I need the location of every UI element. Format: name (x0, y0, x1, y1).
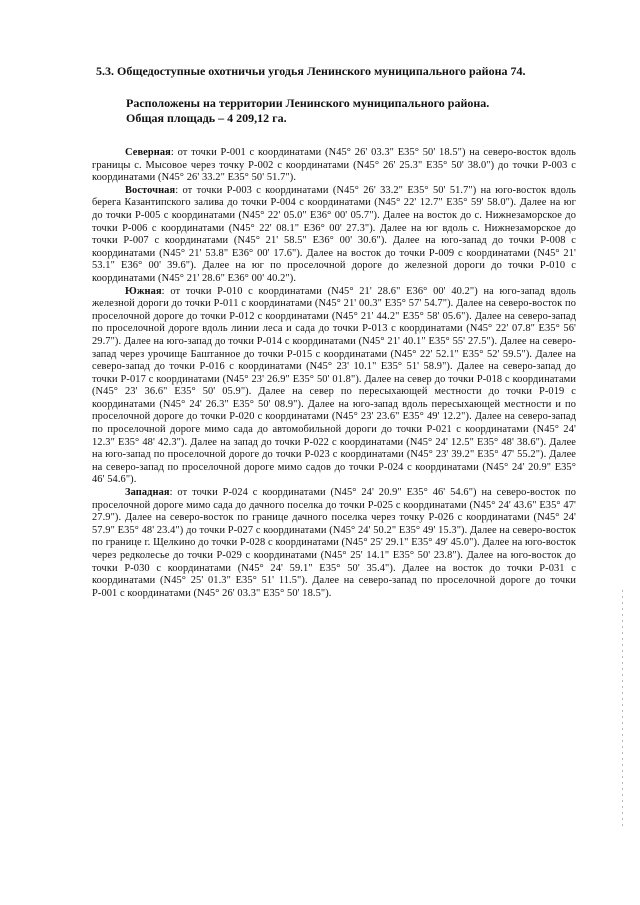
section-heading: 5.3. Общедоступные охотничьи угодья Ленинского муниципального района 74. (96, 64, 526, 78)
boundary-north (92, 147, 576, 185)
area-line: Общая площадь – 4 209,12 га. (126, 111, 287, 125)
boundary-south-text: : от точки Р-010 с координатами (N45° 21' 28.6" E36° 00' 40.2") на юго-запад вдоль железной дороги до точки Р-011 с координатами (N45° 21' 00.3" E35° 57' 54.7"). Далее на северо-восток по проселочной дороге до точки Р-012 с координатами (N45° 21' 44.2" E35° 58' 05.6"). Далее на северо-запад по проселочной дороге вдоль линии леса и сада до точки Р-013 с координатами (N45° 22' 07.8" E35° 56' 29.7"). Далее на юго-запад до точки Р-014 с координатами (N45° 21' 40.1" E35° 55' 27.5"). Далее на северо-запад через урочище Баштанное до точки Р-015 с координатами (N45° 22' 52.1" E35° 52' 59.5"). Далее на северо-запад до точки Р-016 с координатами (N45° 23' 10.1" E35° 51' 58.9"). Далее на северо-запад до точки Р-017 с координатами (N45° 23' 26.9" E35° 50' 01.8"). Далее на север до точки Р-018 с координатами (N45° 23' 36.6" E35° 50' 05.9"). Далее на север по пересыхающей местности до точки Р-019 с координатами (N45° 24' 26.3" E35° 50' 08.9"). Далее на юго-запад вдоль пересыхающей местности и по проселочной дороге до точки Р-020 с координатами (N45° 23' 23.6" E35° 49' 12.2"). Далее на северо-запад по проселочной дороге мимо сада до автомобильной дороги до точки Р-021 с координатами (N45° 24' 12.3" E35° 48' 42.3"). Далее на запад до точки Р-022 с координатами (N45° 24' 12.5" E35° 48' 38.6"). Далее на юго-запад по проселочной дороге до точки Р-023 с координатами (N45° 23' 39.2" E35° 47' 55.2"). Далее на северо-запад по проселочной дороге мимо садов до точки Р-024 с координатами (N45° 24' 20.9" E35° 46' 54.6"). (92, 285, 576, 486)
boundary-south (92, 286, 576, 488)
boundary-west-label: Западная (125, 487, 170, 499)
boundary-south-label: Южная (125, 285, 162, 297)
area-summary (126, 96, 576, 126)
boundary-east-text: : от точки Р-003 с координатами (N45° 26' 33.2" E35° 50' 51.7") на юго-восток вдоль берега Казантипского залива до точки Р-004 с координатами (N45° 22' 12.7" E35° 59' 58.0"). Далее на юг до точки Р-005 с координатами (N45° 22' 05.0" E36° 00' 05.7"). Далее на восток до с. Нижнезаморское до точки Р-006 с координатами (N45° 22' 08.1" E36° 00' 27.3"). Далее на юг вдоль с. Нижнезаморское до точки Р-007 с координатами (N45° 21' 58.5" E36° 00' 30.6"). Далее на юго-запад до точки Р-008 с координатами (N45° 21' 53.8" E36° 00' 17.6"). Далее на восток до точки Р-009 с координатами (N45° 21' 53.1" E36° 00' 39.6"). Далее на юг по проселочной дороге до железной дороги до точки Р-010 с координатами (N45° 21' 28.6" E36° 00' 40.2"). (92, 184, 576, 284)
scan-margin-mark (622, 590, 623, 830)
boundary-west-text: : от точки Р-024 с координатами (N45° 24' 20.9" E35° 46' 54.6") на северо-восток по проселочной дороге мимо сада до дачного поселка до точки Р-025 с координатами (N45° 24' 43.6" E35° 47' 27.9"). Далее на северо-восток по границе дачного поселка через точку Р-026 с координатами (N45° 24' 57.9" E35° 48' 23.4") до точки Р-027 с координатами (N45° 24' 50.2" E35° 49' 15.3"). Далее на северо-восток по границе г. Щелкино до точки Р-028 с координатами (N45° 25' 29.1" E35° 49' 45.0"). Далее на юго-восток через редколесье до точки Р-029 с координатами (N45° 25' 14.1" E35° 50' 23.8"). Далее на юго-восток до точки Р-030 с координатами (N45° 24' 59.1" E35° 50' 35.4"). Далее на восток до точки Р-031 с координатами (N45° 25' 01.3" E35° 51' 11.5"). Далее на северо-запад по проселочной дороге до точки Р-001 с координатами (N45° 26' 03.3" E35° 50' 18.5"). (92, 487, 576, 599)
boundary-east-label: Восточная (125, 184, 176, 196)
boundary-west (92, 487, 576, 600)
boundary-east (92, 185, 576, 286)
location-line: Расположены на территории Ленинского муниципального района. (126, 96, 490, 110)
boundary-north-label: Северная (125, 147, 171, 158)
boundary-north-text: : от точки Р-001 с координатами (N45° 26' 03.3" E35° 50' 18.5") на северо-восток вдоль границы с. Мысовое через точку Р-002 с координатами (N45° 26' 25.3" E35° 50' 38.0") до точки Р-003 с координатами (N45° 26' 33.2" E35° 50' 51.7"). (92, 147, 576, 184)
boundary-descriptions (92, 147, 576, 600)
